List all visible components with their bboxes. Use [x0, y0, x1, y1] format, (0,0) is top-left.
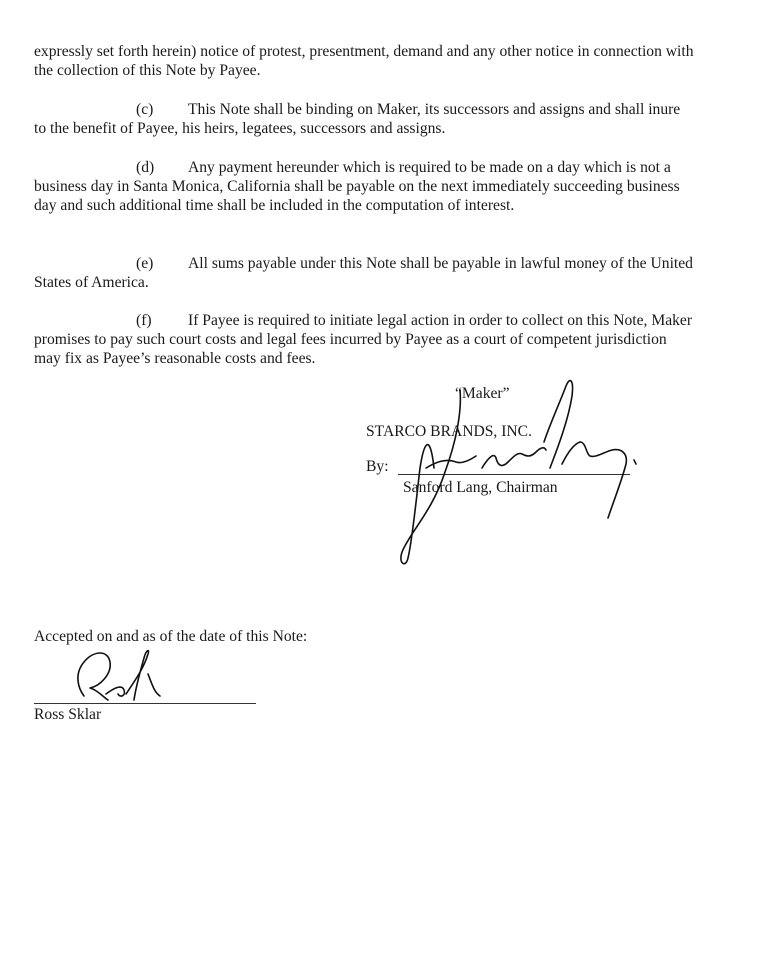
paragraph-label: (e): [136, 255, 154, 272]
paragraph-e: [34, 254, 694, 292]
acceptance-handwritten-signature: [62, 644, 162, 706]
paragraph-text: All sums payable under this Note shall be payable in lawful money of the United States of America.: [34, 255, 693, 292]
maker-handwritten-signature: [390, 372, 650, 572]
paragraph-text: This Note shall be binding on Maker, its successors and assigns and shall inure to the benefit of Payee, his heirs, legatees, successors and assigns.: [34, 101, 681, 138]
paragraph-d: [34, 158, 694, 216]
paragraph-label: (f): [136, 312, 152, 329]
paragraph-text: If Payee is required to initiate legal action in order to collect on this Note, Maker promises to pay such court costs and legal fees incurred by Payee as a court of competent jurisdiction may fix as Payee’s reasonable costs and fees.: [34, 312, 693, 368]
maker-signatory-name: Sanford Lang, Chairman: [403, 479, 558, 496]
by-label: By:: [366, 458, 389, 475]
maker-role-label: “Maker”: [455, 385, 510, 402]
paragraph-label: (d): [136, 159, 155, 176]
paragraph-text: expressly set forth herein) notice of protest, presentment, demand and any other notice in connection with the collection of this Note by Payee.: [34, 43, 694, 80]
acceptance-statement: Accepted on and as of the date of this Note:: [34, 628, 308, 645]
acceptance-signatory-name: Ross Sklar: [34, 706, 102, 723]
paragraph-c: [34, 100, 694, 138]
paragraph-label: (c): [136, 101, 154, 118]
paragraph-text: Any payment hereunder which is required to be made on a day which is not a business day in Santa Monica, California shall be payable on the next immediately succeeding business day and such additional time shall be included in the computation of interest.: [34, 159, 680, 215]
company-name: STARCO BRANDS, INC.: [366, 423, 532, 440]
paragraph-f: [34, 311, 694, 369]
acceptance-signature-line: [34, 703, 256, 704]
paragraph-continuation: [34, 42, 694, 80]
